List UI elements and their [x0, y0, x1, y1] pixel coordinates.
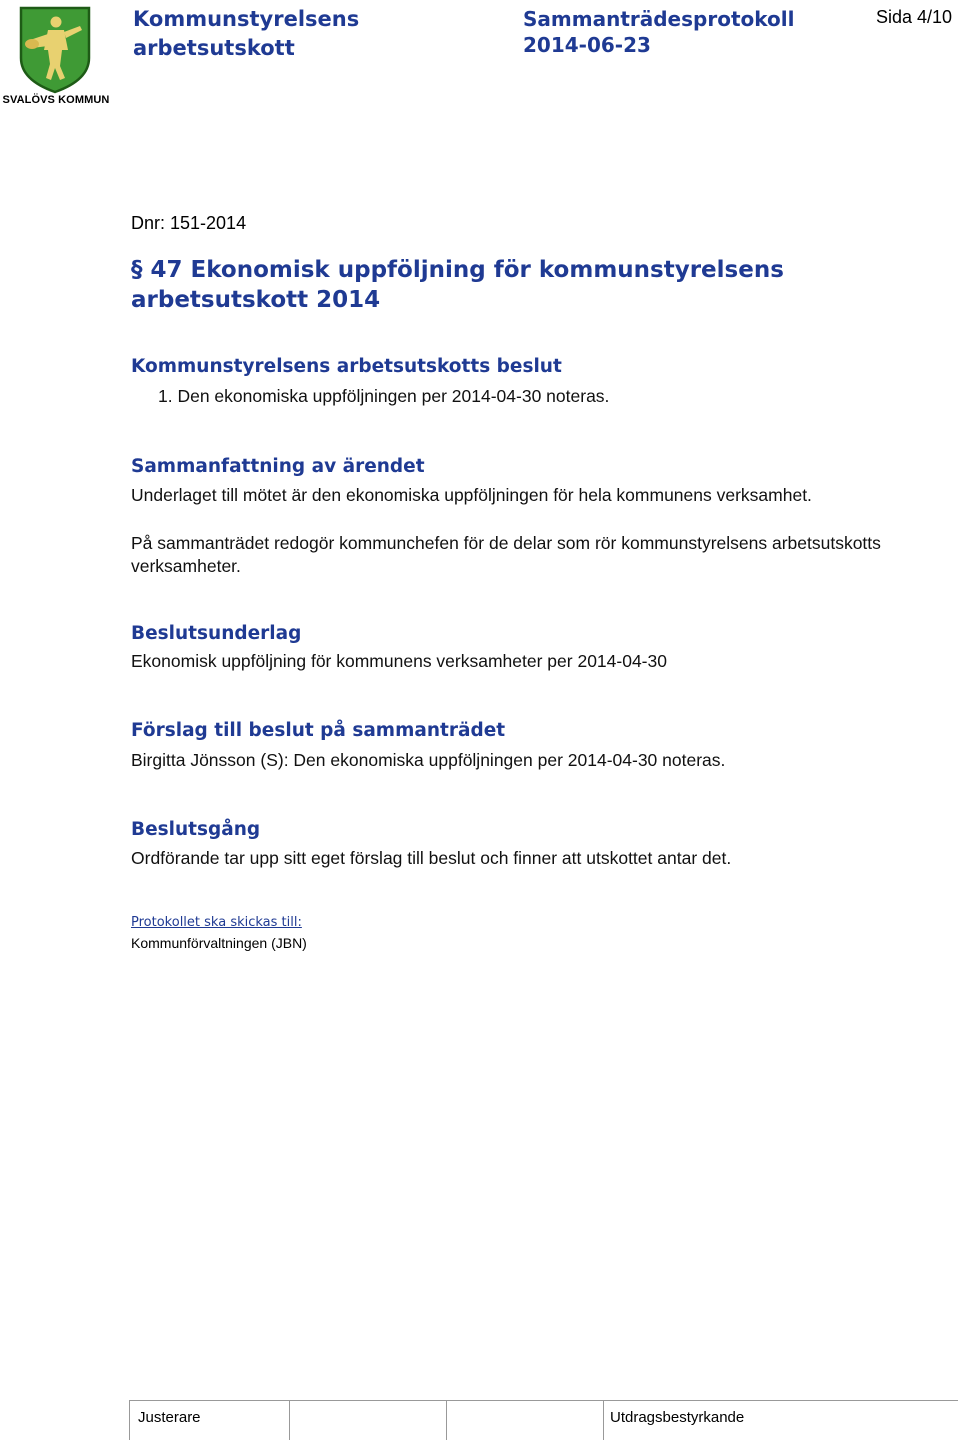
procedure-text: Ordförande tar upp sitt eget förslag till beslut och finner att utskottet antar det.: [131, 848, 732, 868]
signer-label: Justerare: [138, 1409, 201, 1426]
organisation-name-line1: Kommunstyrelsens: [133, 7, 360, 31]
organisation-name-line2: arbetsutskott: [133, 36, 295, 60]
procedure-heading: Beslutsgång: [131, 819, 261, 840]
distribution-label: Protokollet ska skickas till:: [131, 915, 302, 930]
certification-label: Utdragsbestyrkande: [610, 1409, 745, 1426]
signature-table: [129, 1400, 958, 1440]
distribution-recipient: Kommunförvaltningen (JBN): [131, 935, 307, 951]
case-number: Dnr: 151-2014: [131, 213, 247, 233]
page-number: Sida 4/10: [876, 7, 953, 27]
signer-cell-2: [289, 1401, 446, 1440]
basis-text: Ekonomisk uppföljning för kommunens verksamheter per 2014-04-30: [131, 651, 667, 671]
basis-heading: Beslutsunderlag: [131, 623, 302, 644]
meeting-date: 2014-06-23: [523, 33, 651, 57]
case-title: § 47 Ekonomisk uppföljning för kommunstyrelsens arbetsutskott 2014: [131, 257, 784, 313]
signer-cell-3: [446, 1401, 603, 1440]
signer-cell: [129, 1401, 289, 1440]
summary-paragraph-1: Underlaget till mötet är den ekonomiska uppföljningen för hela kommunens verksamhet.: [131, 485, 812, 505]
decision-item: 1. Den ekonomiska uppföljningen per 2014-04-30 noteras.: [158, 386, 610, 406]
decision-heading: Kommunstyrelsens arbetsutskotts beslut: [131, 356, 562, 377]
proposal-text: Birgitta Jönsson (S): Den ekonomiska uppföljningen per 2014-04-30 noteras.: [131, 750, 726, 770]
certification-cell: [603, 1401, 958, 1440]
summary-heading: Sammanfattning av ärendet: [131, 456, 425, 477]
proposal-heading: Förslag till beslut på sammanträdet: [131, 720, 506, 741]
summary-paragraph-2: På sammanträdet redogör kommunchefen för de delar som rör kommunstyrelsens arbetsutskotts verksamheter.: [131, 533, 881, 576]
document-type: Sammanträdesprotokoll: [523, 7, 795, 31]
municipality-name: SVALÖVS KOMMUN: [2, 94, 110, 106]
coat-of-arms-icon: [18, 6, 92, 94]
